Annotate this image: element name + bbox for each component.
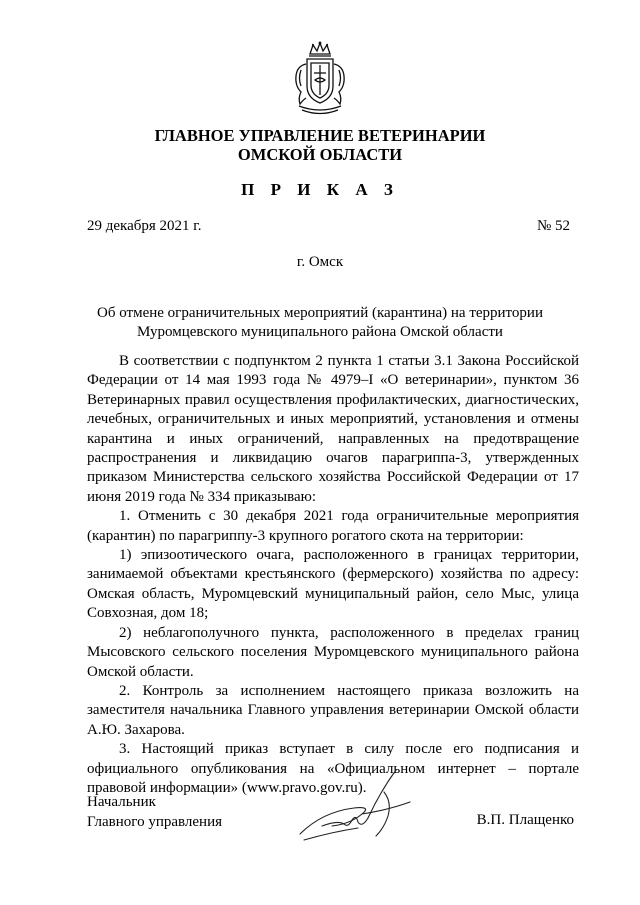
document-body	[87, 352, 579, 798]
document-type-title: П Р И К А З	[241, 180, 399, 199]
body-paragraph: 1) эпизоотического очага, расположенного в границах территории, занимаемой объектами крестьянского (фермерского) хозяйства по адресу: Омская область, Муромцевский муниципальный район, село Мыс, улица Совхозная, дом 18;	[87, 547, 579, 622]
coat-of-arms-icon	[289, 40, 351, 116]
signatory-position-line1: Начальник	[87, 794, 156, 810]
signatory-position-line2: Главного управления	[87, 814, 222, 830]
document-city: г. Омск	[296, 254, 344, 270]
body-paragraph: 2) неблагополучного пункта, расположенного в пределах границ Мысовского сельского поселения Муромцевского муниципального района Омской области.	[87, 624, 579, 680]
document-subject	[60, 304, 580, 342]
document-date: 29 декабря 2021 г.	[87, 218, 202, 234]
body-paragraph: В соответствии с подпунктом 2 пункта 1 статьи 3.1 Закона Российской Федерации от 14 мая 1993 года № 4979–I «О ветеринарии», пунктом 36 Ветеринарных правил осуществления профилактических, диагностических, лечебных, ограничительных и иных мероприятий, установления и отмены карантина и иных ограничений, направленных на предотвращение распространения и ликвидацию очагов парагриппа-3, утвержденных приказом Министерства сельского хозяйства Российской Федерации от 17 июня 2019 года № 334 приказываю:	[87, 353, 579, 505]
subject-line: Об отмене ограничительных мероприятий (карантина) на территории	[97, 305, 543, 321]
handwritten-signature	[292, 762, 422, 848]
signatory-position	[87, 792, 222, 832]
subject-line: Муромцевского муниципального района Омской области	[137, 324, 503, 340]
document-number: № 52	[536, 218, 570, 234]
signatory-name: В.П. Плащенко	[476, 812, 574, 828]
body-paragraph: 3. Настоящий приказ вступает в силу после его подписания и официального опубликования на «Официальном интернет – портале правовой информации» (www.pravo.gov.ru).	[87, 741, 579, 796]
organization-name-line2: ОМСКОЙ ОБЛАСТИ	[237, 145, 403, 164]
body-paragraph: 2. Контроль за исполнением настоящего приказа возложить на заместителя начальника Главного управления ветеринарии Омской области А.Ю. Захарова.	[87, 682, 579, 738]
organization-name-line1: ГЛАВНОЕ УПРАВЛЕНИЕ ВЕТЕРИНАРИИ	[154, 126, 486, 145]
body-paragraph: 1. Отменить с 30 декабря 2021 года ограничительные мероприятия (карантин) по парагриппу-3 крупного рогатого скота на территории:	[87, 508, 579, 544]
